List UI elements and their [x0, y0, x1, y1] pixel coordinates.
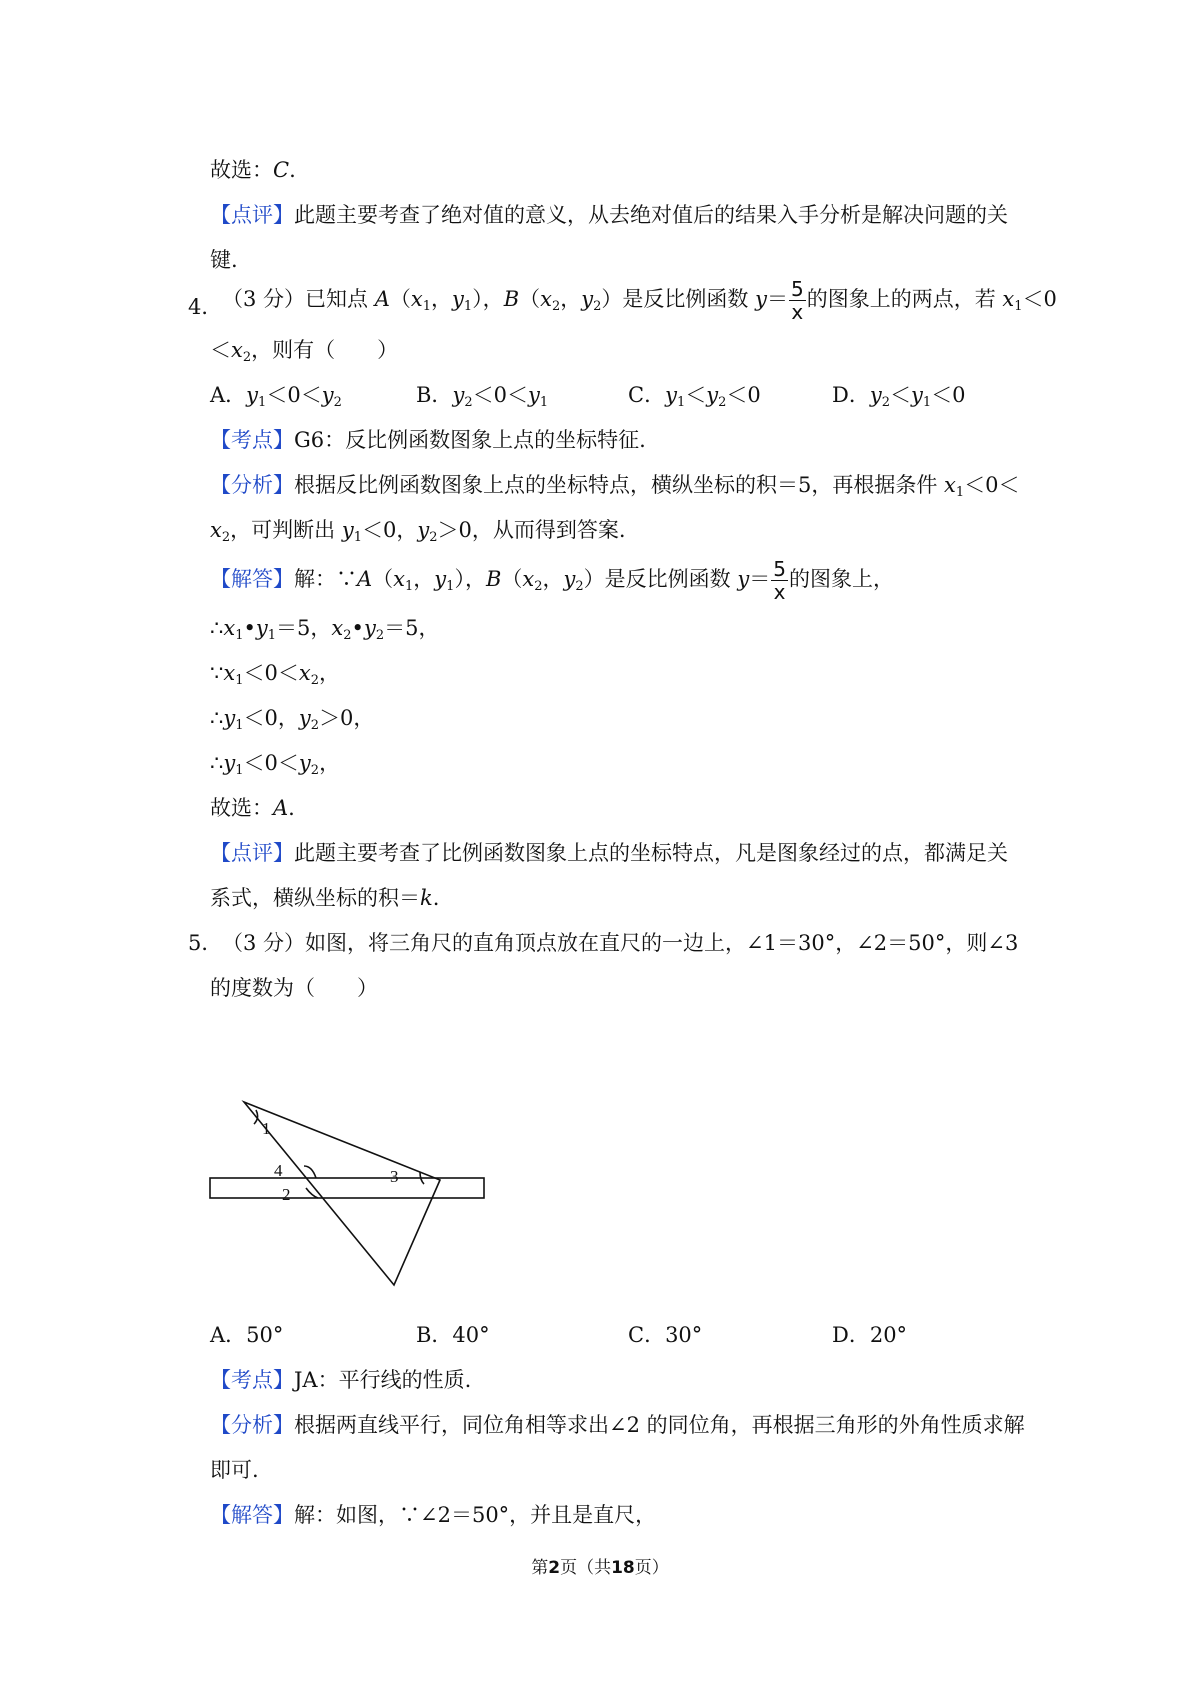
- fraction-5-over-x-2: $\frac{5}{x}$: [773, 557, 786, 604]
- fraction-5-over-x: $\frac{5}{x}$: [790, 277, 804, 324]
- label-angle-1: 1: [262, 1119, 271, 1138]
- question-5-stem: （3 分）如图，将三角尺的直角顶点放在直尺的一边上，∠1＝30°，∠2＝50°，则∠3: [222, 931, 1019, 955]
- q5-jieda: 【解答】解：如图，∵∠2＝50°，并且是直尺，: [210, 1503, 657, 1527]
- answer-line-q3: 故选：C.: [210, 158, 296, 182]
- q4-option-c: C．$y_1<y_2<0$: [628, 383, 761, 410]
- footer-page-number: 2: [548, 1558, 561, 1578]
- question-4-stem: （3 分）已知点 $A(x_1$，$y_1$），$B(x_2$，$y_2$）是反比例函数 y＝ $\frac{5}{x}$ 的图象上的两点，若 $x_1<0$: [222, 277, 1057, 324]
- review-tag: 【点评】: [210, 203, 294, 227]
- review-q3: 【点评】此题主要考查了绝对值的意义，从去绝对值后的结果入手分析是解决问题的关: [210, 203, 1008, 227]
- q4-step-3: $\therefore y_1<0$，$y_2>0$，: [210, 706, 375, 733]
- review-q3-cont: 键.: [210, 248, 238, 272]
- q4-answer: 故选：A.: [210, 796, 295, 820]
- page-footer: 第2页（共18页）: [531, 1558, 669, 1578]
- triangle: [244, 1102, 440, 1285]
- q5-kaodian: 【考点】JA：平行线的性质.: [210, 1368, 472, 1392]
- q4-option-d: D．$y_2<y_1<0$: [832, 383, 966, 410]
- q4-option-b: B．$y_2<0<y_1$: [416, 383, 549, 410]
- triangle-ruler-figure: [208, 1080, 508, 1290]
- q4-step-2: $\because x_1<0<x_2$，: [210, 661, 340, 688]
- q5-fenxi: 【分析】根据两直线平行，同位角相等求出∠2 的同位角，再根据三角形的外角性质求解: [210, 1413, 1025, 1437]
- q4-kaodian: 【考点】G6：反比例函数图象上点的坐标特征.: [210, 428, 646, 452]
- question-5-stem-cont: 的度数为（ ）: [210, 976, 378, 1000]
- question-number-5: 5．: [188, 931, 223, 955]
- q5-fenxi-cont: 即可.: [210, 1458, 259, 1482]
- label-angle-2: 2: [282, 1185, 291, 1204]
- q4-option-a: A．$y_1<0<y_2$: [210, 383, 342, 410]
- q4-fenxi-cont: $x_2$，可判断出 $y_1<0$，$y_2>0$，从而得到答案.: [210, 518, 626, 545]
- question-number-4: 4．: [188, 295, 223, 319]
- q4-review: 【点评】此题主要考查了比例函数图象上点的坐标特点，凡是图象经过的点，都满足关: [210, 841, 1008, 865]
- q4-jieda: 【解答】解：$\because A(x_1$，$y_1$），$B(x_2$，$y_2$）是反比例函数 y＝ $\frac{5}{x}$ 的图象上，: [210, 557, 894, 604]
- footer-total-pages: 18: [611, 1558, 635, 1578]
- label-angle-3: 3: [390, 1167, 399, 1186]
- q5-option-a: A．50°: [210, 1323, 284, 1347]
- q4-review-cont: 系式，横纵坐标的积＝k.: [210, 886, 440, 910]
- q5-option-d: D．20°: [832, 1323, 908, 1347]
- q5-option-c: C．30°: [628, 1323, 703, 1347]
- q4-step-4: $\therefore y_1<0<y_2$，: [210, 751, 341, 778]
- question-4-stem-cont: $<x_2$，则有（ ）: [210, 338, 399, 365]
- label-angle-4: 4: [274, 1161, 283, 1180]
- ruler: [210, 1178, 484, 1198]
- q4-step-1: $\therefore x_1•y_1=5$，$x_2•y_2=5$，: [210, 616, 440, 643]
- q4-fenxi: 【分析】根据反比例函数图象上点的坐标特点，横纵坐标的积＝5，再根据条件 $x_1<0<$: [210, 473, 1020, 500]
- q5-option-b: B．40°: [416, 1323, 490, 1347]
